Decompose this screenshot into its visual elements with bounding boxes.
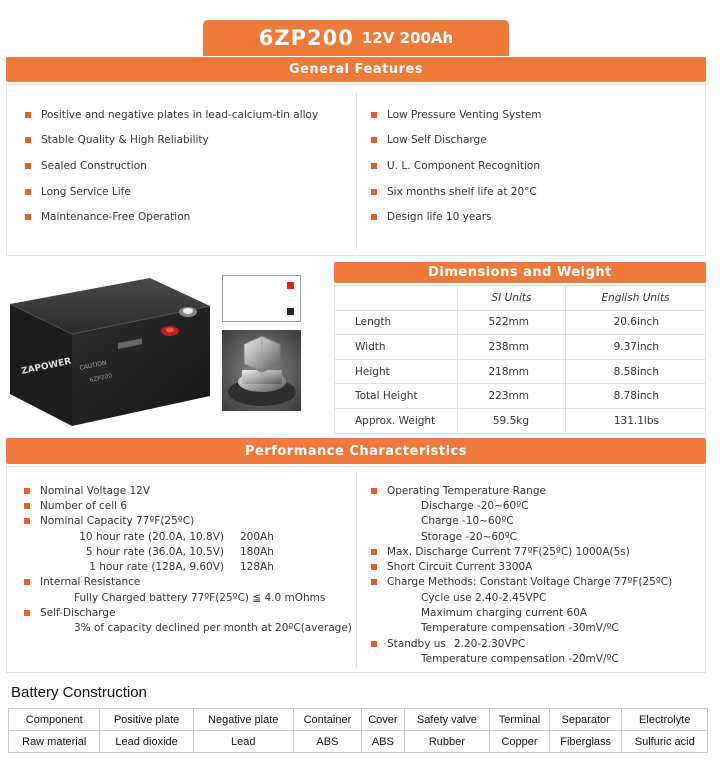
- negative-terminal-marker: [287, 308, 294, 315]
- table-header-row: [335, 286, 706, 311]
- materials-row: [9, 731, 708, 753]
- bullet-icon: [371, 488, 377, 494]
- bullet-icon: [371, 163, 377, 169]
- feature-item: Positive and negative plates in lead-calcium-tin alloy: [25, 102, 318, 128]
- feature-item: Maintenance-Free Operation: [25, 204, 318, 230]
- bullet-icon: [371, 564, 377, 570]
- table-cell: Sulfuric acid: [622, 731, 708, 753]
- bullet-icon: [25, 163, 31, 169]
- table-row: [335, 359, 706, 384]
- table-cell: Safety valve: [404, 709, 489, 731]
- dimensions-header: Dimensions and Weight: [334, 262, 706, 283]
- bullet-icon: [371, 549, 377, 555]
- title-tab: [203, 20, 509, 56]
- english-value: 9.37inch: [566, 335, 706, 360]
- table-cell: Negative plate: [193, 709, 293, 731]
- bullet-icon: [371, 112, 377, 118]
- bullet-icon: [24, 518, 30, 524]
- terminal-polarity-diagram: [222, 275, 301, 322]
- header-blank: [335, 286, 458, 311]
- model-name: 6ZP200: [258, 26, 354, 50]
- spec-row: Charge Methods: Constant Voltage Charge 77ºF(25ºC): [371, 575, 672, 590]
- bullet-icon: [24, 488, 30, 494]
- general-features-panel: [6, 84, 706, 256]
- performance-left-column: [24, 483, 352, 636]
- spec-row: Internal Resistance: [24, 575, 352, 590]
- spec-subrow: Maximum charging current 60A: [421, 607, 588, 620]
- table-row: [335, 335, 706, 360]
- row-label: Approx. Weight: [335, 408, 458, 433]
- bullet-icon: [371, 641, 377, 647]
- row-label: Length: [335, 310, 458, 335]
- positive-terminal-marker: [287, 282, 294, 289]
- row-label: Height: [335, 359, 458, 384]
- bullet-icon: [25, 189, 31, 195]
- table-cell: Fiberglass: [549, 731, 622, 753]
- rate-row: 5 hour rate (36.0A, 10.5V) 180Ah: [85, 545, 274, 558]
- table-cell: Lead dioxide: [100, 731, 193, 753]
- battery-caution-text: CAUTION: [78, 359, 108, 372]
- bullet-icon: [25, 214, 31, 220]
- feature-item: U. L. Component Recognition: [371, 153, 542, 179]
- spec-subrow: Charge -10~60ºC: [421, 515, 514, 528]
- spec-row: Operating Temperature Range: [371, 483, 672, 498]
- features-left-list: [25, 102, 318, 230]
- spec-row: Number of cell 6: [24, 498, 352, 513]
- rate-row: 10 hour rate (20.0A, 10.8V) 200Ah: [79, 530, 274, 543]
- feature-item: Six months shelf life at 20°C: [371, 179, 542, 205]
- row-label: Total Height: [335, 384, 458, 409]
- performance-right-column: [371, 483, 672, 667]
- general-features-header: General Features: [6, 57, 706, 82]
- feature-item: Design life 10 years: [371, 204, 542, 230]
- table-cell: Raw material: [9, 731, 100, 753]
- spec-row: Nominal Capacity 77ºF(25ºC): [24, 514, 352, 529]
- table-cell: Copper: [490, 731, 550, 753]
- table-cell: Rubber: [404, 731, 489, 753]
- si-value: 238mm: [458, 335, 566, 360]
- dimensions-table: [334, 285, 706, 434]
- spec-row: Short Circuit Current 3300A: [371, 559, 672, 574]
- spec-subrow: Discharge -20~60ºC: [421, 499, 529, 512]
- spec-row: Self-Discharge: [24, 605, 352, 620]
- english-value: 8.58inch: [566, 359, 706, 384]
- header-english-units: English Units: [566, 286, 706, 311]
- bullet-icon: [371, 579, 377, 585]
- bullet-icon: [371, 214, 377, 220]
- table-cell: ABS: [362, 731, 405, 753]
- terminal-bolt-photo: [222, 330, 301, 411]
- rate-row: 1 hour rate (128A, 9.60V) 128Ah: [89, 561, 274, 574]
- feature-item: Low Self Discharge: [371, 128, 542, 154]
- bullet-icon: [25, 137, 31, 143]
- bullet-icon: [25, 112, 31, 118]
- battery-construction-title: Battery Construction: [11, 684, 147, 701]
- battery-model-text: 6ZP200: [88, 372, 113, 384]
- si-value: 223mm: [458, 384, 566, 409]
- table-cell: Positive plate: [100, 709, 193, 731]
- header-si-units: SI Units: [458, 286, 566, 311]
- si-value: 59.5kg: [458, 408, 566, 433]
- features-right-list: [371, 102, 542, 230]
- column-divider: [356, 473, 357, 667]
- table-cell: Container: [293, 709, 361, 731]
- spec-subrow: 3% of capacity declined per month at 20ºC(average): [74, 622, 352, 635]
- feature-item: Long Service Life: [25, 179, 318, 205]
- bullet-icon: [24, 610, 30, 616]
- battery-brand-text: ZAPOWER: [20, 356, 73, 377]
- row-label: Width: [335, 335, 458, 360]
- table-row: [335, 310, 706, 335]
- feature-item: Stable Quality & High Reliability: [25, 128, 318, 154]
- table-cell: Lead: [193, 731, 293, 753]
- column-divider: [356, 93, 357, 249]
- english-value: 8.78inch: [566, 384, 706, 409]
- table-cell: Separator: [549, 709, 622, 731]
- spec-row: Nominal Voltage 12V: [24, 483, 352, 498]
- spec-subrow: Temperature compensation -30mV/ºC: [421, 622, 619, 635]
- battery-construction-table: [8, 708, 708, 753]
- bullet-icon: [24, 503, 30, 509]
- spec-subrow: Fully Charged battery 77ºF(25ºC) ≦ 4.0 mOhms: [74, 591, 326, 604]
- table-cell: Terminal: [490, 709, 550, 731]
- table-row: [335, 408, 706, 433]
- bullet-icon: [371, 137, 377, 143]
- table-cell: ABS: [293, 731, 361, 753]
- spec-subrow: Storage -20~60ºC: [421, 530, 518, 543]
- spec-subrow: Cycle use 2.40-2.45VPC: [421, 591, 547, 604]
- model-rating: 12V 200Ah: [361, 29, 454, 47]
- feature-item: Low Pressure Venting System: [371, 102, 542, 128]
- bullet-icon: [371, 189, 377, 195]
- si-value: 522mm: [458, 310, 566, 335]
- table-row: [335, 384, 706, 409]
- spec-row: Standby us 2.20-2.30VPC: [371, 636, 672, 651]
- table-cell: Cover: [362, 709, 405, 731]
- spec-subrow: Temperature compensation -20mV/ºC: [421, 652, 619, 665]
- components-row: [9, 709, 708, 731]
- battery-product-image: [10, 276, 210, 426]
- english-value: 131.1lbs: [566, 408, 706, 433]
- table-cell: Electrolyte: [622, 709, 708, 731]
- performance-header: Performance Characteristics: [6, 438, 706, 464]
- feature-item: Sealed Construction: [25, 153, 318, 179]
- english-value: 20.6inch: [566, 310, 706, 335]
- si-value: 218mm: [458, 359, 566, 384]
- spec-row: Max. Discharge Current 77ºF(25ºC) 1000A(5s): [371, 544, 672, 559]
- table-cell: Component: [9, 709, 100, 731]
- bullet-icon: [24, 579, 30, 585]
